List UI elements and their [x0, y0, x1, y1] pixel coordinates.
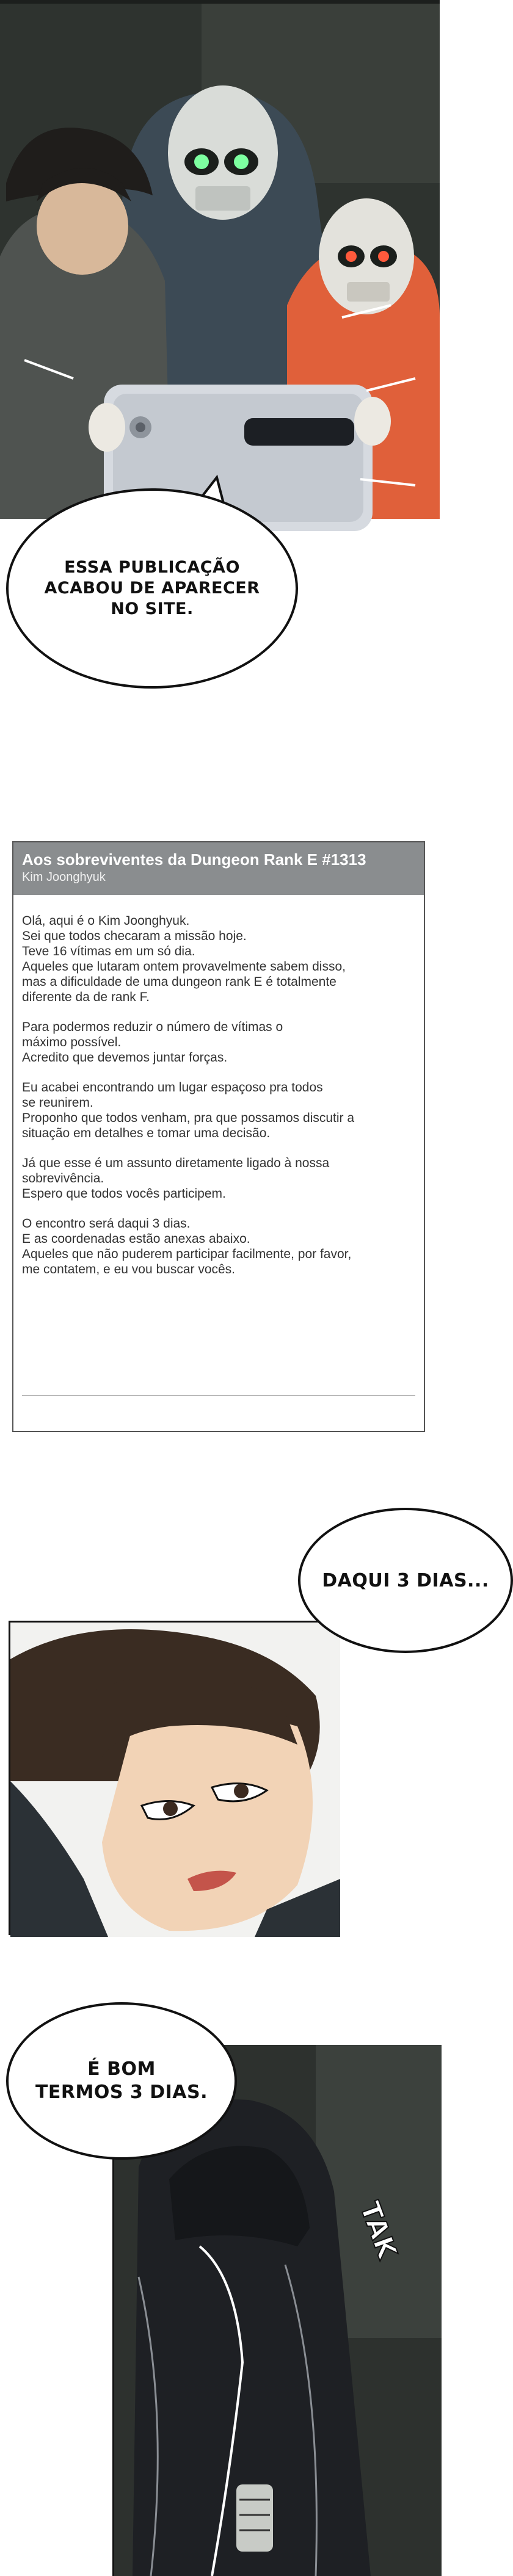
- post-paragraph: O encontro será daqui 3 dias. E as coordenadas estão anexas abaixo. Aqueles que não puderem participar facilmente, por favor, me contatem, e eu vou buscar vocês.: [22, 1217, 352, 1276]
- post-header: [13, 842, 424, 895]
- forum-post-card: [12, 841, 425, 1432]
- panel-tablet-scene: [0, 0, 440, 519]
- post-paragraph: Eu acabei encontrando um lugar espaçoso pra todos se reunirem. Proponho que todos venham, pra que possamos discutir a situação em detalhes e tomar uma decisão.: [22, 1080, 355, 1140]
- speech-bubble-three-days: [298, 1508, 513, 1653]
- sound-effect-text: TAK: [354, 2198, 403, 2263]
- tablet-scene-illustration: [0, 0, 440, 519]
- speech-bubble-text: ESSA PUBLICAÇÃO ACABOU DE APARECER NO SITE.: [44, 558, 260, 618]
- post-title[interactable]: Aos sobreviventes da Dungeon Rank E #1313: [22, 850, 366, 869]
- speech-bubble-good-three-days: [6, 2002, 237, 2160]
- post-paragraph: Já que esse é um assunto diretamente ligado à nossa sobrevivência. Espero que todos vocês participem.: [22, 1156, 330, 1201]
- panel-worried-face: [9, 1621, 338, 1935]
- post-paragraph: Olá, aqui é o Kim Joonghyuk. Sei que todos checaram a missão hoje. Teve 16 vítimas em um só dia. Aqueles que lutaram ontem provavelmente sabem disso, mas a dificuldade de uma dungeon rank E é totalmente diferente da de rank F.: [22, 914, 346, 1004]
- speech-bubble-text: DAQUI 3 DIAS...: [322, 1569, 489, 1591]
- post-author[interactable]: Kim Joonghyuk: [22, 870, 106, 884]
- post-paragraph: Para podermos reduzir o número de vítimas o máximo possível. Acredito que devemos juntar forças.: [22, 1020, 283, 1065]
- post-body: [13, 895, 424, 1277]
- speech-bubble-text: É BOM TERMOS 3 DIAS.: [35, 2058, 208, 2103]
- speech-bubble-post-appeared: [6, 488, 298, 689]
- worried-face-illustration: [10, 1623, 340, 1937]
- sound-effect-tak: [342, 2164, 409, 2292]
- post-footer-divider: [22, 1395, 415, 1396]
